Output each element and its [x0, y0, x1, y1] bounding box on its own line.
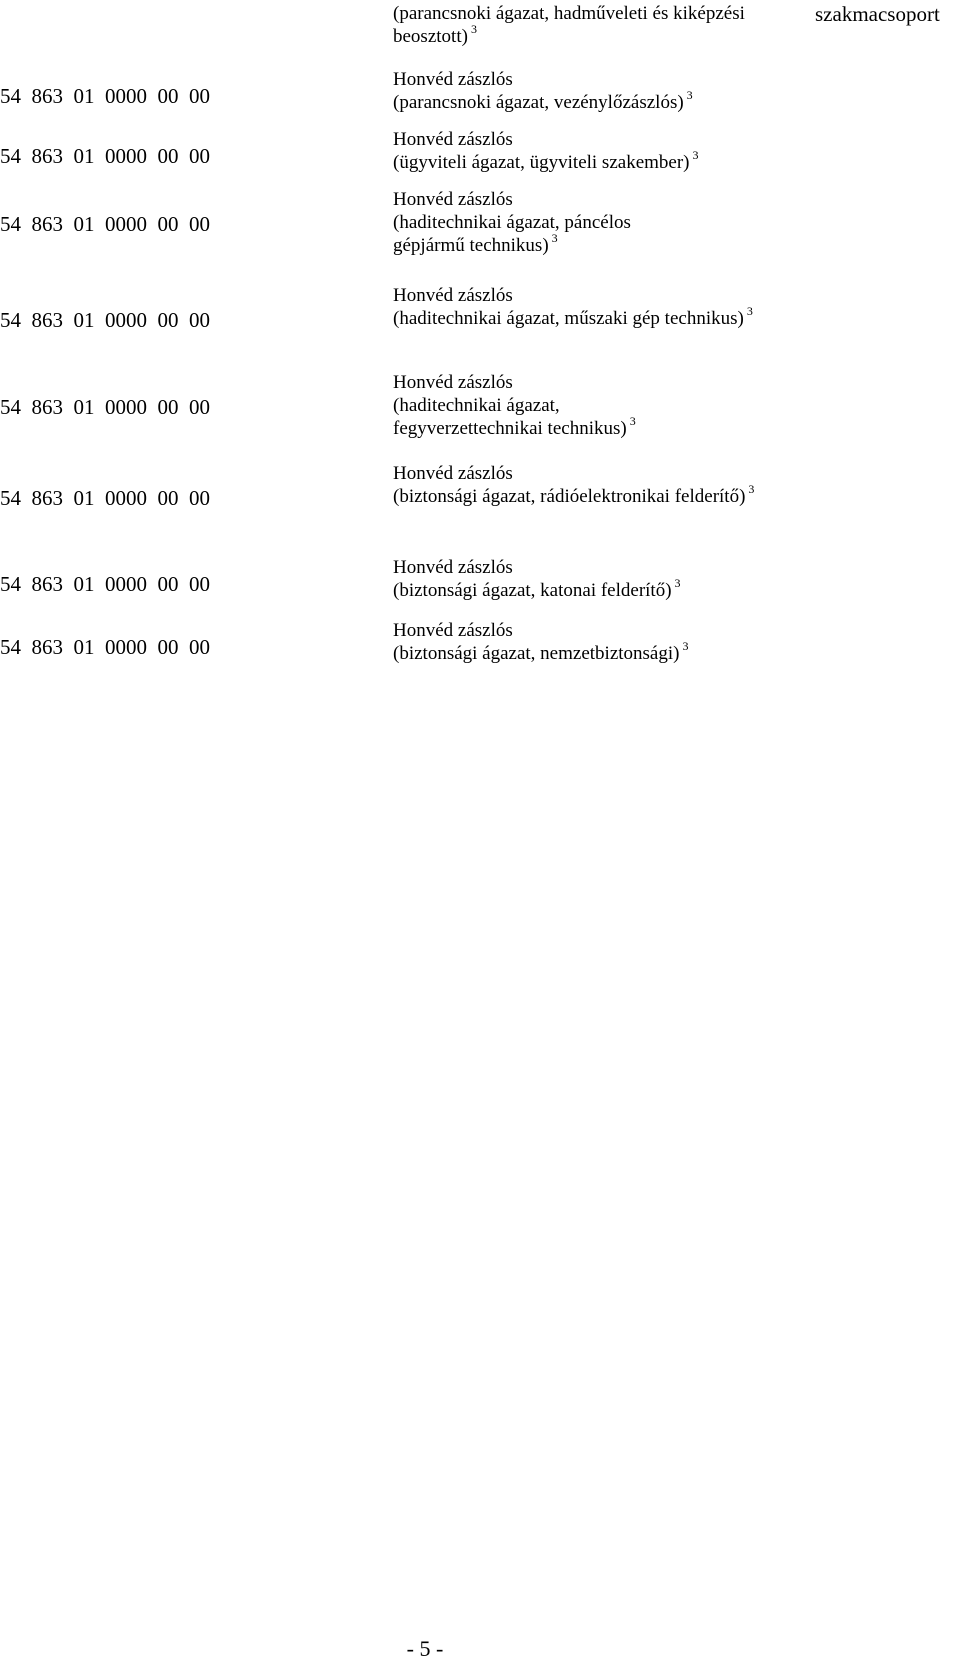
qualification-code: 54 863 01 0000 00 00	[0, 486, 210, 510]
qualification-detail-wrap	[393, 481, 773, 508]
qualification-detail: (biztonsági ágazat, katonai felderítő)	[393, 580, 672, 601]
qualification-detail-wrap	[393, 394, 693, 440]
qualification-row	[0, 68, 900, 128]
qualification-title: Honvéd zászlós	[393, 189, 513, 210]
qualification-detail-wrap	[393, 211, 703, 257]
footnote-marker: 3	[692, 147, 699, 162]
qualification-code: 54 863 01 0000 00 00	[0, 635, 210, 659]
qualification-row	[0, 556, 900, 619]
qualification-title: Honvéd zászlós	[393, 129, 513, 150]
qualification-name	[393, 462, 813, 508]
qualification-row	[0, 619, 900, 679]
qualification-title: Honvéd zászlós	[393, 69, 513, 90]
qualification-detail: (biztonsági ágazat, nemzetbiztonsági)	[393, 643, 680, 664]
footnote-marker: 3	[470, 21, 477, 36]
qualification-detail-wrap	[393, 638, 813, 665]
qualification-detail-wrap	[393, 87, 813, 114]
qualification-detail: (haditechnikai ágazat, műszaki gép technikus)	[393, 308, 744, 329]
qualification-title: Honvéd zászlós	[393, 463, 513, 484]
qualification-detail: (haditechnikai ágazat, fegyverzettechnikai technikus)	[393, 395, 627, 439]
qualification-list	[0, 68, 900, 679]
footnote-marker: 3	[629, 413, 636, 428]
qualification-code: 54 863 01 0000 00 00	[0, 84, 210, 108]
qualification-row	[0, 188, 900, 284]
qualification-title: Honvéd zászlós	[393, 285, 513, 306]
qualification-detail: (parancsnoki ágazat, vezénylőzászlós)	[393, 92, 684, 113]
page-number: - 5 -	[406, 1636, 444, 1661]
qualification-name	[393, 68, 813, 114]
qualification-detail: (biztonsági ágazat, rádióelektronikai felderítő)	[393, 486, 746, 507]
qualification-code: 54 863 01 0000 00 00	[0, 212, 210, 236]
qualification-title: Honvéd zászlós	[393, 620, 513, 641]
qualification-name	[393, 128, 813, 174]
qualification-code: 54 863 01 0000 00 00	[0, 144, 210, 168]
footnote-marker: 3	[674, 575, 681, 590]
column-header-szakmacsoport: szakmacsoport	[815, 2, 940, 26]
qualification-name	[393, 556, 813, 602]
footnote-marker: 3	[746, 303, 753, 318]
qualification-detail: (ügyviteli ágazat, ügyviteli szakember)	[393, 152, 690, 173]
qualification-row	[0, 462, 900, 556]
qualification-name	[393, 371, 813, 440]
qualification-code: 54 863 01 0000 00 00	[0, 395, 210, 419]
qualification-code: 54 863 01 0000 00 00	[0, 308, 210, 332]
qualification-detail-wrap	[393, 575, 813, 602]
qualification-name	[393, 284, 813, 330]
continued-qualification-name	[393, 2, 793, 48]
qualification-detail: (haditechnikai ágazat, páncélos gépjármű technikus)	[393, 212, 631, 256]
footnote-marker: 3	[748, 481, 755, 496]
footnote-marker: 3	[682, 638, 689, 653]
qualification-title: Honvéd zászlós	[393, 372, 513, 393]
qualification-row	[0, 284, 900, 371]
qualification-row	[0, 128, 900, 188]
qualification-name	[393, 188, 813, 257]
continued-qualification-text: (parancsnoki ágazat, hadműveleti és kiképzési beosztott)	[393, 3, 745, 47]
qualification-detail-wrap	[393, 147, 813, 174]
footnote-marker: 3	[551, 230, 558, 245]
footnote-marker: 3	[686, 87, 693, 102]
qualification-detail-wrap	[393, 303, 753, 330]
qualification-title: Honvéd zászlós	[393, 557, 513, 578]
qualification-row	[0, 371, 900, 462]
qualification-name	[393, 619, 813, 665]
qualification-code: 54 863 01 0000 00 00	[0, 572, 210, 596]
